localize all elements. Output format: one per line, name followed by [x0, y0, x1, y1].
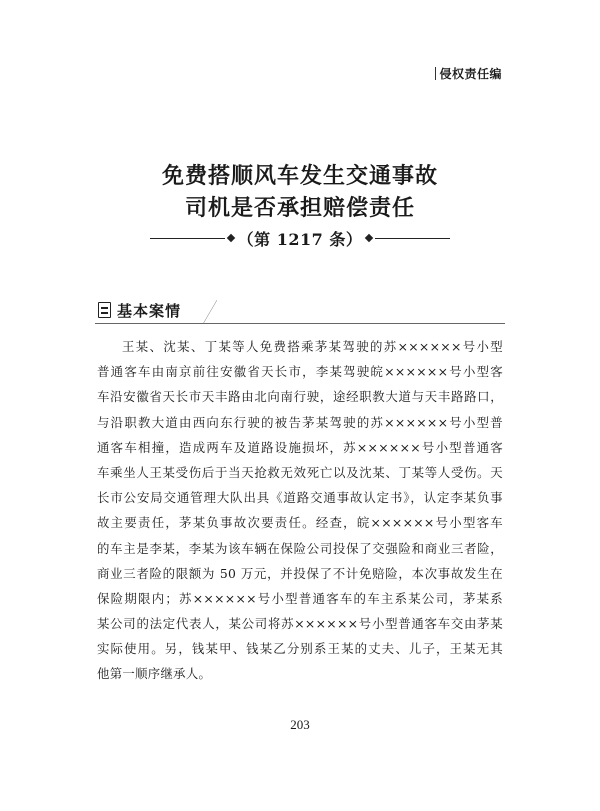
body-line: 王某、沈某、丁某等人免费搭乘茅某驾驶的苏××××××号小型 [122, 339, 503, 354]
section-header [95, 298, 505, 324]
running-head [435, 65, 502, 82]
body-line: 长市公安局交通管理大队出具《道路交通事故认定书》，认定李某负事 [97, 490, 503, 506]
left-rule [150, 238, 225, 239]
body-line: 与沿职教大道由西向东行驶的被告茅某驾驶的苏××××××号小型普 [97, 414, 503, 430]
body-line: 保险期限内；苏××××××号小型普通客车的车主系某公司，茅某系 [97, 590, 503, 606]
section-tab-slant [203, 300, 217, 324]
body-line: 某公司的法定代表人，某公司将苏××××××号小型普通客车交由茅某 [97, 616, 503, 632]
chapter-title [0, 160, 600, 224]
article-reference [150, 226, 450, 250]
body-line: 的车主是李某，李某为该车辆在保险公司投保了交强险和商业三者险， [97, 540, 503, 556]
body-line: 故主要责任，茅某负事故次要责任。经查，皖××××××号小型客车 [97, 515, 503, 531]
body-line: 车乘坐人王某受伤后于当天抢救无效死亡以及沈某、丁某等人受伤。天 [97, 464, 503, 480]
section-underline [95, 323, 505, 324]
body-line: 他第一顺序继承人。 [97, 666, 212, 682]
page-number: 203 [290, 717, 310, 732]
body-line: 商业三者险的限额为 50 万元，并投保了不计免赔险，本次事故发生在 [97, 565, 503, 581]
title-line-2: 司机是否承担赔偿责任 [184, 195, 415, 221]
running-head-text: 侵权责任编 [439, 67, 502, 81]
article-label: （第 1217 条） [237, 229, 363, 249]
body-line: 通客车相撞，造成两车及道路设施损坏，苏××××××号小型普通客 [97, 439, 503, 455]
right-rule [375, 238, 450, 239]
section-title: 基本案情 [117, 301, 182, 320]
body-line: 实际使用。另，钱某甲、钱某乙分别系王某的丈夫、儿子，王某无其 [97, 641, 503, 657]
section-tab [95, 298, 207, 322]
right-diamond-icon [365, 234, 373, 242]
document-icon [98, 302, 111, 318]
left-diamond-icon [226, 234, 234, 242]
running-head-bar [435, 67, 436, 80]
title-line-1: 免费搭顺风车发生交通事故 [161, 163, 438, 189]
body-line: 普通客车由南京前往安徽省天长市，李某驾驶皖××××××号小型客 [97, 364, 503, 380]
case-body-text [97, 334, 503, 687]
body-line: 车沿安徽省天长市天丰路由北向南行驶，途经职教大道与天丰路路口， [97, 389, 503, 405]
